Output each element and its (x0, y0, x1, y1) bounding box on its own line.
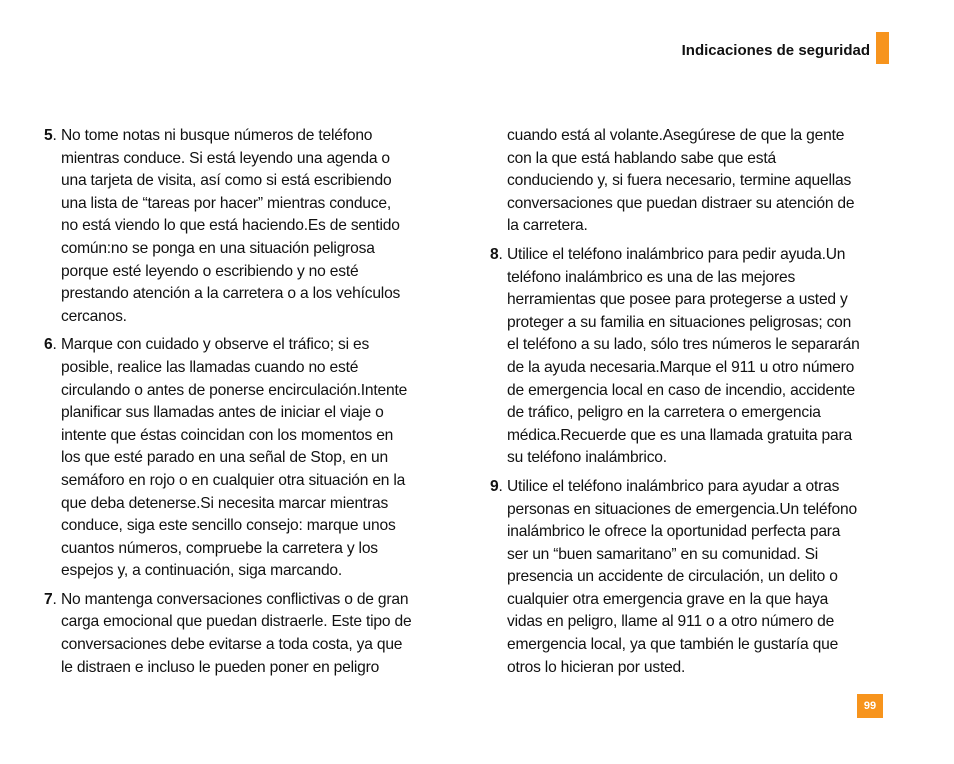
text-line: médica.Recuerde que es una llamada gratuita para (507, 426, 852, 444)
text-line: de tráfico, peligro en la carretera o emergencia (507, 404, 821, 422)
text-line: intente que éstas coincidan con los momentos en (61, 426, 394, 444)
item-number: 8. (490, 245, 503, 263)
text-line: común:no se ponga en una situación peligrosa (61, 239, 375, 257)
text-line: otros lo hicieran por usted. (507, 658, 686, 676)
text-line: presencia un accidente de circulación, un delito o (507, 568, 838, 586)
item-number: 9. (490, 477, 503, 495)
item-7-continuation (490, 125, 890, 238)
item-number: 7. (44, 590, 57, 608)
list-item-8 (490, 244, 890, 470)
list-item-9 (490, 476, 890, 679)
text-line: vidas en peligro, llame al 911 o a otro número de (507, 613, 835, 631)
text-line: circulando o antes de ponerse encirculación.Intente (61, 381, 408, 399)
text-line: el teléfono a su lado, sólo tres números le separarán (507, 336, 860, 354)
text-line: personas en situaciones de emergencia.Un teléfono (507, 500, 857, 518)
text-line: cercanos. (61, 307, 127, 325)
text-line: carga emocional que puedan distraerle. Este tipo de (61, 613, 412, 631)
text-line: la carretera. (507, 217, 588, 235)
text-line: porque esté leyendo o escribiendo y no esté (61, 262, 359, 280)
page-number-badge: 99 (857, 694, 883, 718)
text-line: que deba detenerse.Si necesita marcar mientras (61, 494, 389, 512)
text-line: los que esté parado en una señal de Stop, en un (61, 449, 388, 467)
text-line: teléfono inalámbrico es una de las mejores (507, 268, 796, 286)
text-line: mientras conduce. Si está leyendo una agenda o (61, 149, 390, 167)
text-line: proteger a su familia en situaciones peligrosas; con (507, 313, 852, 331)
text-line: una tarjeta de visita, así como si está escribiendo (61, 172, 392, 190)
list-item-7 (44, 589, 444, 679)
list-item-5 (44, 125, 444, 328)
item-text (61, 334, 444, 583)
text-line: conduciendo y, si fuera necesario, termine aquellas (507, 172, 852, 190)
text-line: espejos y, a continuación, siga marcando. (61, 562, 343, 580)
text-line: planificar sus llamadas antes de iniciar el viaje o (61, 404, 384, 422)
text-line: semáforo en rojo o en cualquier otra situación en la (61, 471, 406, 489)
text-line: no está viendo lo que está haciendo.Es de sentido (61, 217, 400, 235)
text-line: conduce, siga este sencillo consejo: marque unos (61, 517, 396, 535)
text-line: de emergencia local en caso de incendio, accidente (507, 381, 856, 399)
text-line: No tome notas ni busque números de teléfono (61, 127, 373, 144)
text-line: posible, realice las llamadas cuando no esté (61, 358, 359, 376)
item-number: 6. (44, 336, 57, 354)
text-line: le distraen e incluso le pueden poner en peligro (61, 658, 380, 676)
text-line: Utilice el teléfono inalámbrico para ayudar a otras (507, 477, 840, 495)
text-line: cuando está al volante.Asegúrese de que la gente (507, 127, 845, 144)
text-line: ser un “buen samaritano” en su comunidad. Si (507, 545, 819, 563)
list-item-6 (44, 334, 444, 583)
text-line: No mantenga conversaciones conflictivas o de gran (61, 590, 409, 608)
text-line: herramientas que posee para protegerse a usted y (507, 291, 848, 309)
text-line: conversaciones que puedan distraer su atención de (507, 194, 855, 212)
text-line: con la que está hablando sabe que está (507, 149, 776, 167)
text-line: de la ayuda necesaria.Marque el 911 u otro número (507, 358, 855, 376)
text-line: Utilice el teléfono inalámbrico para pedir ayuda.Un (507, 245, 846, 263)
text-line: una lista de “tareas por hacer” mientras conduce, (61, 194, 391, 212)
page-header-title: Indicaciones de seguridad (681, 42, 870, 59)
text-line: prestando atención a la carretera o a los vehículos (61, 285, 401, 303)
text-line: cuantos números, compruebe la carretera y los (61, 539, 378, 557)
text-line: inalámbrico le ofrece la oportunidad perfecta para (507, 523, 841, 541)
text-line: conversaciones debe evitarse a toda costa, ya que (61, 636, 403, 654)
item-text (507, 244, 890, 470)
header-accent-tab (876, 32, 889, 64)
text-line: su teléfono inalámbrico. (507, 449, 667, 467)
text-line: emergencia local, ya que también le gustaría que (507, 636, 839, 654)
item-text (61, 589, 444, 679)
right-column (490, 125, 890, 685)
text-line: cualquier otra emergencia grave en la que haya (507, 590, 829, 608)
item-text (61, 125, 444, 328)
text-line: Marque con cuidado y observe el tráfico; si es (61, 336, 370, 354)
item-text (507, 476, 890, 679)
item-number: 5. (44, 127, 57, 144)
left-column (44, 125, 444, 685)
